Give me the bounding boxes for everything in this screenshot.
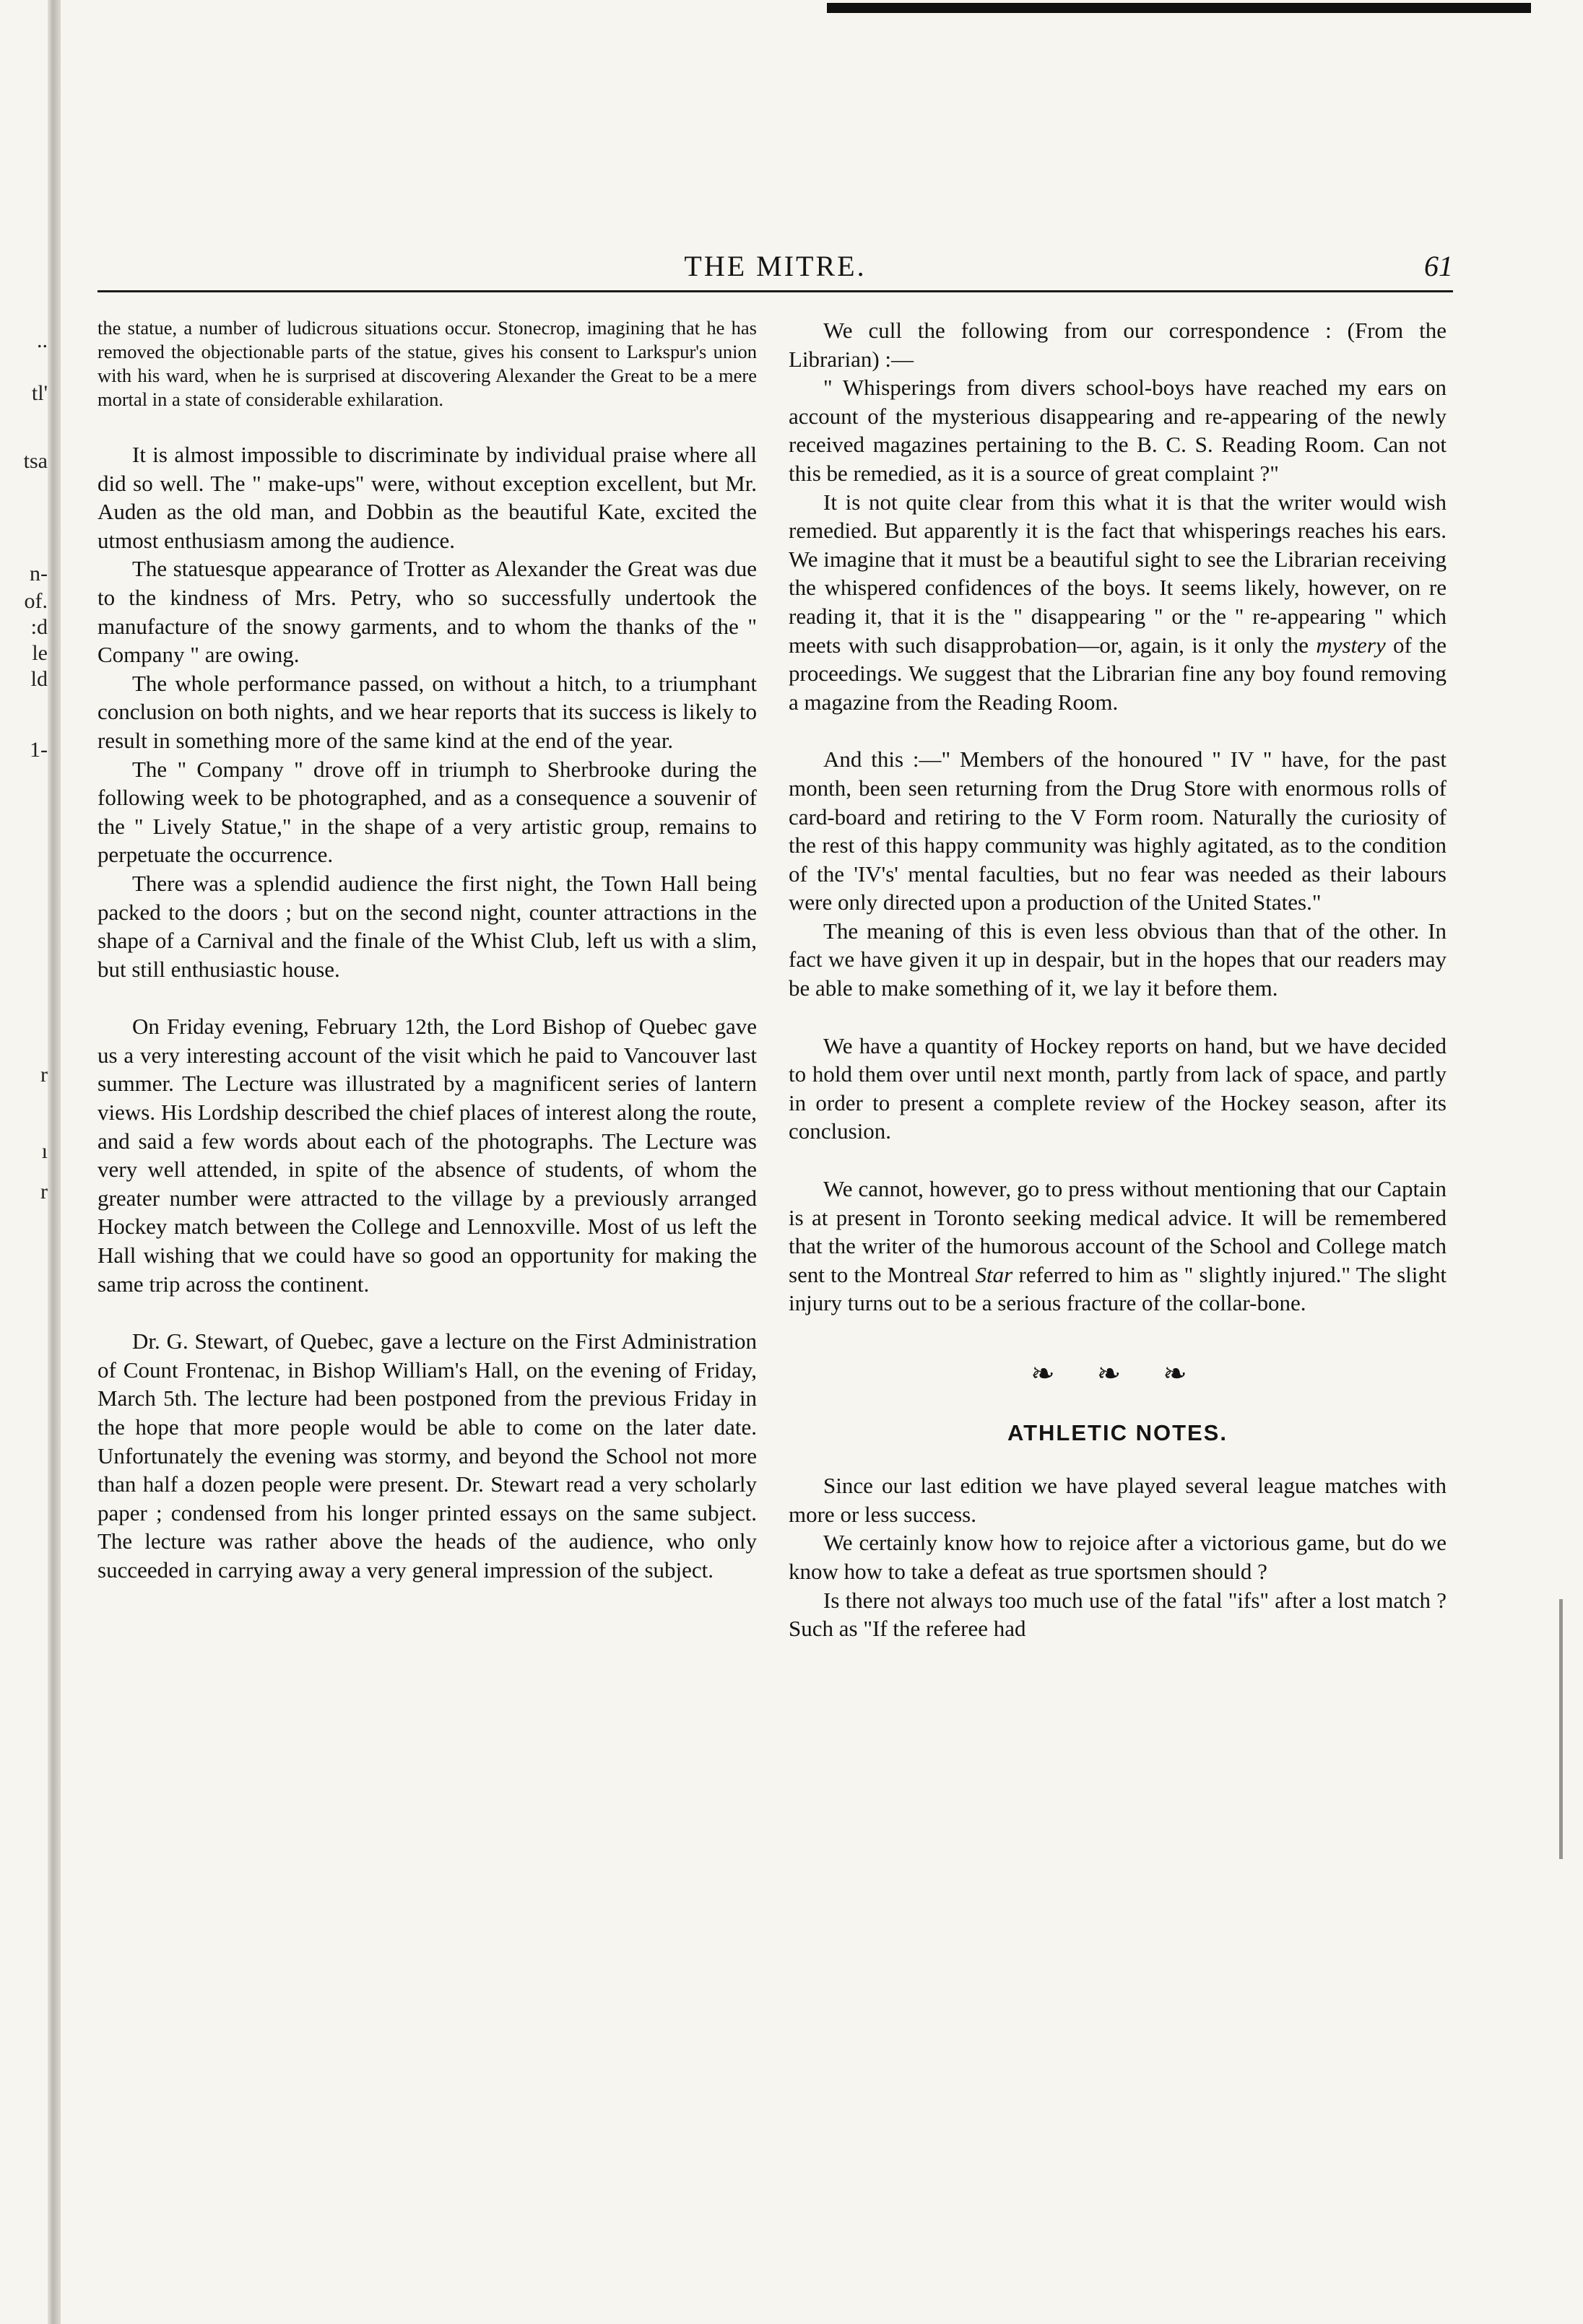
margin-fragment: r (40, 1063, 48, 1087)
margin-fragment: n- (30, 562, 48, 586)
page-header (97, 249, 1453, 291)
text-run: We cannot, however, go to press without mentioning that our Captain is at present in Toronto seeking medical advice. It will be remembered that the writer of the humorous account of the School and College match sent to the Montreal (789, 1176, 1447, 1287)
text-run: of the proceedings. We suggest that the Librarian fine any boy found removing a magazine from the Reading Room. (789, 632, 1447, 715)
margin-fragment: :d (30, 615, 48, 639)
paragraph: The statuesque appearance of Trotter as Alexander the Great was due to the kindness of Mrs. Petry, who so successfully undertook the manufacture of the snowy garments, and to whom the thanks of the " Company " are owing. (97, 556, 757, 668)
right-column (789, 316, 1447, 2266)
librarian-letter: " Whisperings from divers school-boys have reached my ears on account of the mysterious disappearing and re-appearing of the newly received magazines pertaining to the B. C. S. Reading Room. Can not this be remedied, as it is a source of great complaint ?" (789, 375, 1447, 486)
text-run: referred to him as " slightly injured." The slight injury turns out to be a serious fracture of the collar-bone. (789, 1261, 1447, 1316)
section-heading: ATHLETIC NOTES. (1007, 1419, 1228, 1445)
italic-text: mystery (1316, 632, 1386, 658)
margin-fragments (3, 0, 48, 1300)
paragraph: Dr. G. Stewart, of Quebec, gave a lecture on the First Administration of Count Frontenac, in Bishop William's Hall, on the evening of Friday, March 5th. The lecture had been postponed from the previous Friday in the hope that more people would be able to come on the later date. Unfortunately the evening was stormy, and beyond the School not more than half a dozen people were present. Dr. Stewart read a very scholarly paper ; condensed from his longer printed essays on the same subject. The lecture was rather above the heads of the audience, who only succeeded in carrying away a very general impression of the subject. (97, 1328, 757, 1583)
paragraph: The " Company " drove off in triumph to Sherbrooke during the following week to be photographed, and as a consequence a souvenir of the " Lively Statue," in the shape of a very artistic group, remains to perpetuate the occurrence. (97, 756, 757, 868)
binding-margin (0, 0, 69, 2324)
header-rule (97, 290, 1453, 292)
paragraph (789, 488, 1447, 717)
paragraph: We certainly know how to rejoice after a victorious game, but do we know how to take a defeat as true sportsmen should ? (789, 1530, 1447, 1584)
paragraph (789, 1175, 1447, 1318)
margin-fragment: 1- (30, 738, 48, 762)
paragraph: And this :—" Members of the honoured " IV " have, for the past month, been seen returning from the Drug Store with enormous rolls of card-board and retiring to the V Form room. Naturally the curiosity of the rest of this happy community was highly agitated, as to the condition of the 'IV's' mental faculties, but no fear was needed as their labours were only directed upon a production of the United States." (789, 747, 1447, 915)
text-run: It is not quite clear from this what it is that the writer would wish remedied. But apparently it is the fact that whisperings reaches his ears. We imagine that it must be a beautiful sight to see the Librarian receiving the whispered confidences of the boys. It seems likely, however, on re reading it, that it is the " disappearing " or the " re-appearing " which meets with such disapprobation—or, again, is it only the (789, 489, 1447, 658)
italic-text: Star (975, 1261, 1013, 1287)
paragraph: There was a splendid audience the first night, the Town Hall being packed to the doors ; but on the second night, counter attractions in the shape of a Carnival and the finale of the Whist Club, left us with a slim, but still enthusiastic house. (97, 870, 757, 982)
running-title: THE MITRE. (684, 250, 867, 282)
margin-fragment: ld (30, 667, 48, 691)
left-column (97, 316, 757, 2266)
margin-fragment: .. (37, 328, 48, 352)
paragraph: Is there not always too much use of the fatal "ifs" after a lost match ? Such as "If the referee had (789, 1587, 1447, 1642)
page-number: 61 (1424, 250, 1453, 282)
paragraph: the statue, a number of ludicrous situations occur. Stonecrop, imagining that he has removed the objectionable parts of the statue, gives his consent to Larkspur's union with his ward, when he is surprised at discovering Alexander the Great to be a mere mortal in a state of considerable exhilaration. (97, 317, 757, 410)
top-edge-rule (827, 3, 1531, 13)
fleuron-divider: ❧ ❧ ❧ (1031, 1357, 1205, 1390)
paragraph: On Friday evening, February 12th, the Lord Bishop of Quebec gave us a very interesting account of the visit which he paid to Vancouver last summer. The Lecture was illustrated by a magnificent series of lantern views. His Lordship described the chief places of interest along the route, and said a few words about each of the photographs. The Lecture was very well attended, in spite of the absence of students, of whom the greater number were attracted to the village by a previously arranged Hockey match between the College and Lennoxville. Most of us left the Hall wishing that we could have so good an opportunity for making the same trip across the continent. (97, 1014, 757, 1297)
paragraph: We have a quantity of Hockey reports on hand, but we have decided to hold them over until next month, partly from lack of space, and partly in order to present a complete review of the Hockey season, after its conclusion. (789, 1032, 1447, 1144)
paragraph: The whole performance passed, on without a hitch, to a triumphant conclusion on both nights, and we hear reports that its success is likely to result in something more of the same kind at the end of the year. (97, 670, 757, 753)
binding-shadow (48, 0, 61, 2324)
margin-fragment: le (32, 641, 48, 665)
paragraph: Since our last edition we have played several league matches with more or less success. (789, 1473, 1447, 1527)
margin-fragment: r (40, 1180, 48, 1204)
margin-fragment: of. (24, 589, 48, 613)
paragraph: We cull the following from our correspondence : (From the Librarian) :— (789, 318, 1447, 372)
margin-fragment: tsa (23, 449, 48, 473)
paragraph: It is almost impossible to discriminate by individual praise where all did so well. The " make-ups" were, without exception excellent, but Mr. Auden as the old man, and Dobbin as the beautiful Kate, excited the utmost enthusiasm among the audience. (97, 442, 757, 553)
right-edge-mark (1559, 1599, 1563, 1859)
paragraph: The meaning of this is even less obvious than that of the other. In fact we have given it up in despair, but in the hopes that our readers may be able to make something of it, we lay it before them. (789, 918, 1447, 1001)
margin-fragment: ı (41, 1139, 48, 1163)
margin-fragment: tl' (31, 381, 48, 405)
